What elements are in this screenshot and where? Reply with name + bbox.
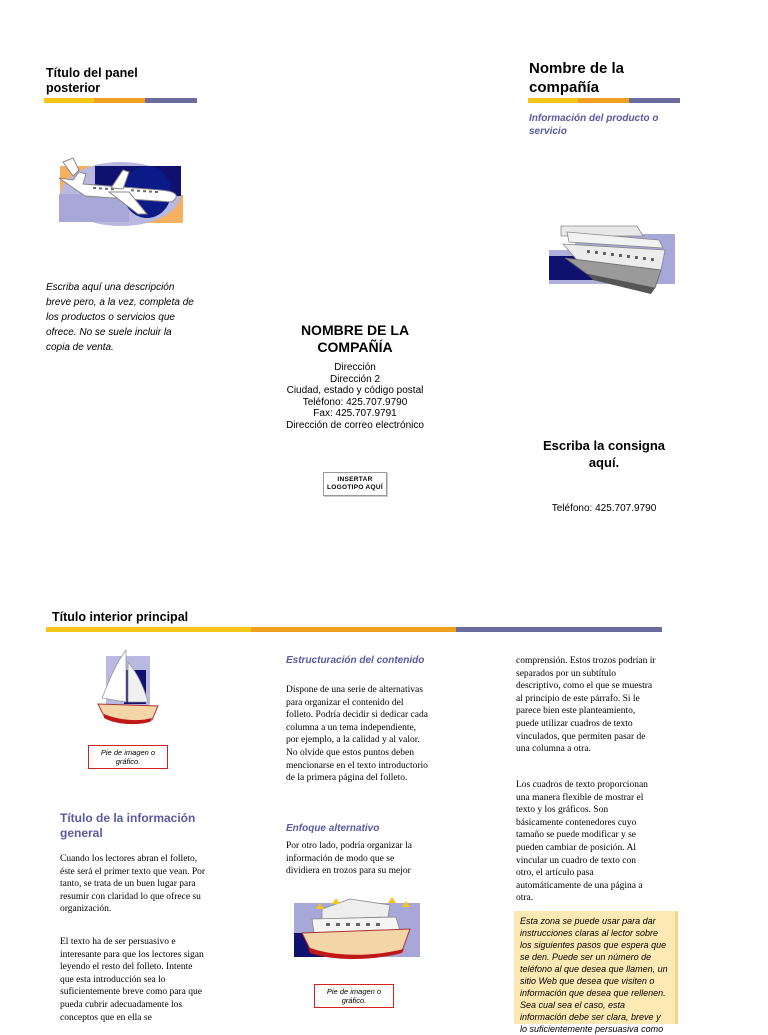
center-address-block — [250, 362, 460, 431]
yacht-icon — [292, 895, 422, 967]
cruise-ship-icon — [547, 222, 677, 297]
column-3-paragraph-2: Los cuadros de texto proporcionan una manera flexible de mostrar el texto y los gráficos. Son básicamente contenedores cuyo tamaño se puede modificar y se pueden cambiar de posición. Al vincular un cuadro de texto con otro, el artículo pasa automáticamente de una página a otra. — [516, 780, 648, 904]
overview-title: Título de la información general — [60, 811, 196, 840]
inside-title-bar — [46, 627, 662, 632]
back-panel-title: Título del panel posterior — [46, 66, 138, 95]
image-caption: Pie de imagen o gráfico. — [314, 984, 394, 1008]
email-line: Dirección de correo electrónico — [286, 419, 424, 431]
center-company-name: NOMBRE DE LA COMPAÑÍA — [300, 322, 410, 355]
call-to-action-note: Esta zona se puede usar para dar instrucciones claras al lector sobre los siguientes pasos que espera que se den. Puede ser un número de teléfono al que desea que llamen, un sitio Web que desea que visiten o información que desea que rellenen. Sea cual sea el caso, esta información debe ser clara, breve y lo suficientemente persuasiva como — [514, 911, 678, 1024]
sailboat-icon — [94, 648, 164, 730]
address-line: Dirección 2 — [329, 373, 381, 385]
image-caption: Pie de imagen o gráfico. — [88, 745, 168, 769]
overview-paragraph-1: Cuando los lectores abran el folleto, éste será el primer texto que vean. Por tanto, se trata de un buen lugar para resumir con claridad lo que ofrece su organización. — [60, 854, 206, 915]
column-3-paragraph-1: comprensión. Estos trozos podrían ir separados por un subtítulo descriptivo, como el que se muestra al principio de este párrafo. Si le parece bien este planteamiento, puede utilizar cuadros de texto vinculados, que permiten pasar de una columna a otra. — [516, 656, 656, 755]
overview-paragraph-2: El texto ha de ser persuasivo e interesante para que los lectores sigan leyendo el resto del folleto. Intente que esta introducción sea lo suficientemente breve como para que pueda cubrir adecuadamente los conceptos que en ella se — [60, 937, 204, 1023]
structure-title: Estructuración del contenido — [286, 655, 425, 666]
phone-line: Teléfono: 425.707.9790 — [302, 396, 408, 408]
front-tagline: Información del producto o servicio — [529, 113, 659, 137]
front-title-bar — [528, 98, 680, 103]
inside-main-title: Título interior principal — [52, 610, 189, 624]
airplane-icon — [55, 150, 185, 230]
fax-line: Fax: 425.707.9791 — [313, 408, 397, 419]
structure-paragraph: Dispone de una serie de alternativas para organizar el contenido del folleto. Podría decidir si dedicar cada columna a un tema independiente, por ejemplo, a la calidad y al valor. No olvide que estos puntos deben mencionarse en el texto introductorio de la primera página del folleto. — [286, 685, 428, 784]
back-panel-title-bar — [44, 98, 197, 103]
front-phone: Teléfono: 425.707.9790 — [551, 503, 657, 514]
logo-placeholder: INSERTAR LOGOTIPO AQUÍ — [323, 472, 387, 496]
address-line: Ciudad, estado y código postal — [286, 385, 424, 396]
back-panel-description: Escriba aquí una descripción breve pero, a la vez, completa de los productos o servicios que ofrece. No se suele incluir la copia de venta. — [46, 282, 194, 353]
address-line: Dirección — [334, 362, 376, 373]
alternative-paragraph: Por otro lado, podría organizar la información de modo que se dividiera en trozos para su mejor — [286, 841, 412, 877]
front-slogan: Escriba la consigna aquí. — [542, 438, 666, 470]
front-company-name: Nombre de la compañía — [529, 60, 625, 96]
alternative-title: Enfoque alternativo — [286, 823, 380, 834]
